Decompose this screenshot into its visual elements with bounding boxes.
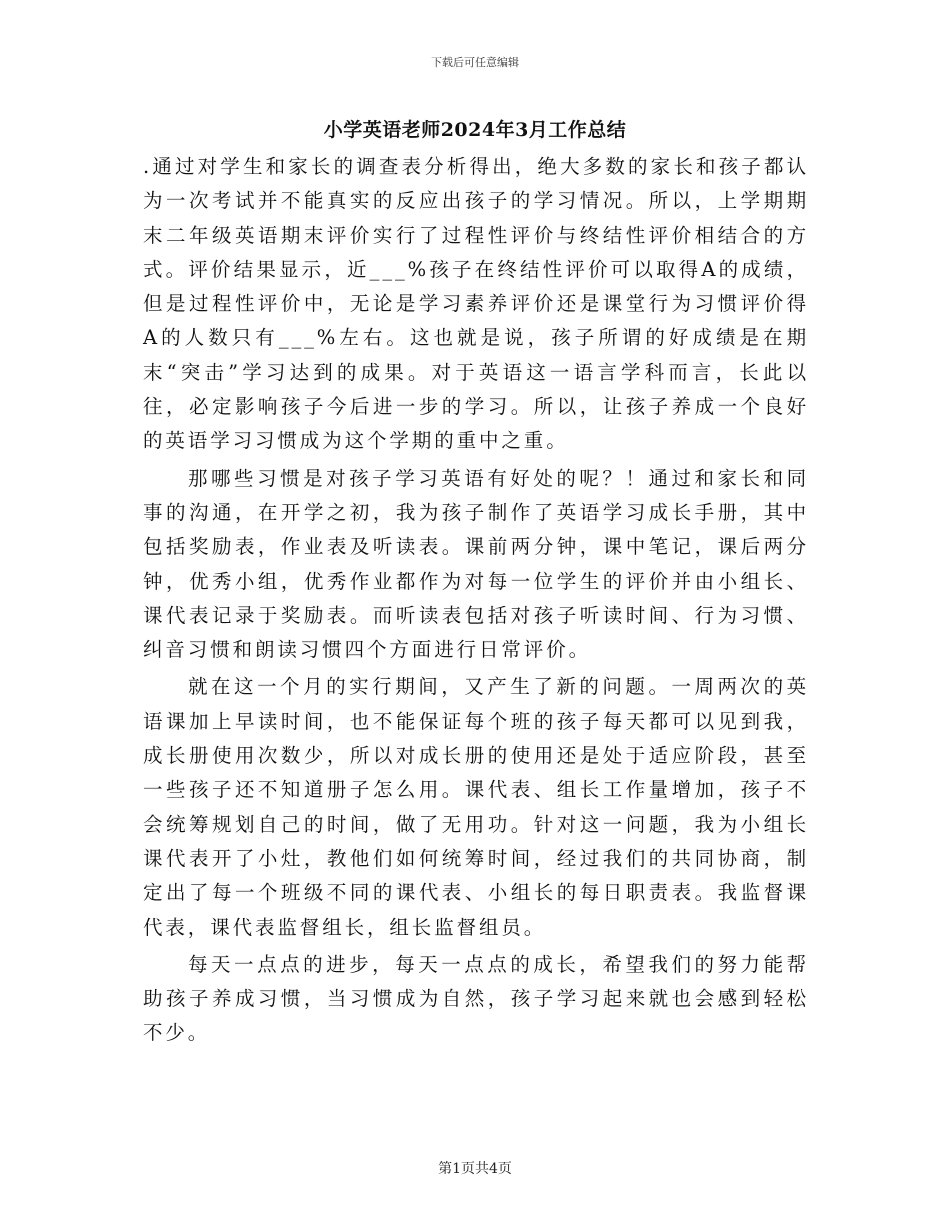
page-number: 第1页共4页 bbox=[438, 1161, 512, 1177]
paragraph-2: 那哪些习惯是对孩子学习英语有好处的呢？！通过和家长和同事的沟通，在开学之初，我为孩子制作了英语学习成长手册，其中包括奖励表，作业表及听读表。课前两分钟，课中笔记，课后两分钟，优秀小组，优秀作业都作为对每一位学生的评价并由小组长、课代表记录于奖励表。而听读表包括对孩子听读时间、行为习惯、纠音习惯和朗读习惯四个方面进行日常评价。 bbox=[143, 466, 809, 662]
paragraph-1: .通过对学生和家长的调查表分析得出，绝大多数的家长和孩子都认为一次考试并不能真实的反应出孩子的学习情况。所以，上学期期末二年级英语期末评价实行了过程性评价与终结性评价相结合的方式。评价结果显示，近___%孩子在终结性评价可以取得A的成绩，但是过程性评价中，无论是学习素养评价还是课堂行为习惯评价得A的人数只有___%左右。这也就是说，孩子所谓的好成绩是在期末“突击”学习达到的成果。对于英语这一语言学科而言，长此以往，必定影响孩子今后进一步的学习。所以，让孩子养成一个良好的英语学习习惯成为这个学期的重中之重。 bbox=[143, 155, 809, 453]
paragraph-4: 每天一点点的进步，每天一点点的成长，希望我们的努力能帮助孩子养成习惯，当习惯成为自然，孩子学习起来就也会感到轻松不少。 bbox=[143, 952, 809, 1045]
paragraph-3: 就在这一个月的实行期间，又产生了新的问题。一周两次的英语课加上早读时间，也不能保证每个班的孩子每天都可以见到我，成长册使用次数少，所以对成长册的使用还是处于适应阶段，甚至一些孩子还不知道册子怎么用。课代表、组长工作量增加，孩子不会统筹规划自己的时间，做了无用功。针对这一问题，我为小组长课代表开了小灶，教他们如何统筹时间，经过我们的共同协商，制定出了每一个班级不同的课代表、小组长的每日职责表。我监督课代表，课代表监督组长，组长监督组员。 bbox=[143, 675, 809, 939]
document-title: 小学英语老师2024年3月工作总结 bbox=[323, 119, 627, 141]
page-header-note: 下载后可任意编辑 bbox=[431, 56, 519, 69]
document-body bbox=[143, 150, 809, 1054]
